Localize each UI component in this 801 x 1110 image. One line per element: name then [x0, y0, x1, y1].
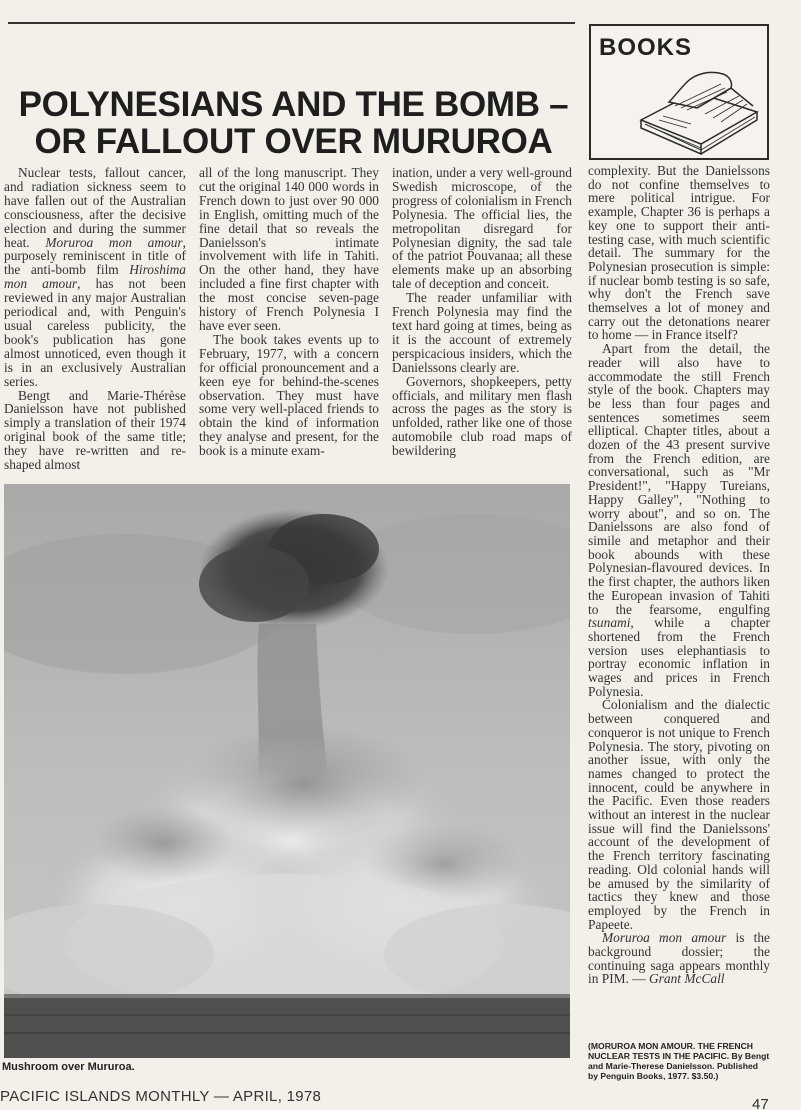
article-paragraph: Bengt and Marie-Thérèse Danielsson have not published simply a translation of their 1974 original book of the same title; they have re-written and re-shaped almost: [4, 387, 186, 473]
publication-footer: PACIFIC ISLANDS MONTHLY — APRIL, 1978: [0, 1088, 322, 1105]
article-column-3: [392, 166, 572, 458]
author-byline: Grant McCall: [649, 971, 725, 987]
headline-line-2: OR FALLOUT OVER MURUROA: [34, 122, 553, 161]
article-paragraph: The reader unfamiliar with French Polynesia may find the text hard going at times, being as it is the account of extremely perspicacious insiders, which the Danielssons clearly are.: [392, 290, 572, 375]
top-rule: [8, 22, 575, 24]
article-column-2: [199, 166, 379, 458]
headline-line-1: POLYNESIANS AND THE BOMB –: [18, 85, 569, 124]
article-paragraph: Nuclear tests, fallout cancer, and radiation sickness seem to have fallen out of the Australian consciousness, after the decisive election and during the summer heat. Moruroa mon amour, purposely reminiscent in title of the anti-bomb film Hiroshima mon amour, has not been reviewed in any major Australian periodical and, with Penguin's usual careless publicity, the book's publication has gone almost unnoticed, even though it is in an exclusively Australian series.: [4, 165, 187, 389]
article-column-4: [588, 164, 770, 986]
book-title: Moruroa mon amour: [45, 234, 183, 250]
article-paragraph: Moruroa mon amour is the background dossier; the continuing saga appears monthly in PIM. — Grant McCall: [588, 930, 770, 987]
article-paragraph: ination, under a very well-ground Swedish microscope, of the progress of colonialism in French Polynesia. The official lies, the metropolitan disregard for Polynesian dignity, the sad tale of the patriot Pouvanaa; all these elements make up an absorbing tale of deception and conceit.: [392, 165, 572, 292]
bibliography-note: (MORUROA MON AMOUR. THE FRENCH NUCLEAR TESTS IN THE PACIFIC. By Bengt and Marie-Therese Danielsson. Published by Penguin Books, 1977. $3.50.): [588, 1041, 770, 1081]
mushroom-cloud-image: [4, 484, 570, 1058]
book-title: Moruroa mon amour: [602, 930, 727, 946]
film-title: Hiroshima mon amour: [4, 262, 186, 292]
open-book-icon: [635, 62, 763, 158]
article-paragraph: complexity. But the Danielssons do not confine themselves to mere political intrigue. For example, Chapter 36 is perhaps a key one to support their anti-testing case, with much scientific detail. The summary for the Polynesian prosecution is simple: if nuclear bomb testing is so safe, why don't the French save themselves a lot of money and carry out the detonations nearer to home — in France itself?: [588, 163, 770, 343]
section-label: BOOKS: [599, 34, 693, 61]
article-paragraph: Apart from the detail, the reader will also have to accommodate the still French style of the book. Chapters may be less than four pages and sentences sometimes seem elliptical. Chapter titles, about a dozen of the 43 present survive from the French edition, are conversational, such as "Mr President!", "Happy Tureians, Happy Galley", "Nothing to worry about", and so on. The Danielssons are also fond of simile and metaphor and their book abounds with these Polynesian-flavoured devices. In the first chapter, the authors liken the European invasion of Tahiti to the fearsome, engulfing tsunami, while a chapter shortened from the French version uses elephantiasis to portray economic inflation in wages and prices in French Polynesia.: [588, 341, 770, 699]
article-paragraph: Colonialism and the dialectic between conquered and conqueror is not unique to French Polynesia. The story, pivoting on another issue, with only the names changed to protect the innocent, could be anywhere in the Pacific. Even those readers without an interest in the nuclear issue will find the Danielssons' account of the development of the French territory fascinating reading. Old colonial hands will be amused by the similarity of tactics they knew and those employed by the French in Papeete.: [588, 697, 770, 932]
article-column-1: [4, 166, 186, 472]
mushroom-cloud-photo: [4, 484, 570, 1058]
article-paragraph: Governors, shopkeepers, petty officials, and military men flash across the pages as the story is unfolded, rather like one of those automobile club road maps of bewildering: [392, 373, 572, 459]
photo-caption: Mushroom over Mururoa.: [2, 1061, 135, 1073]
emphasis: tsunami: [588, 615, 631, 631]
article-paragraph: The book takes events up to February, 1977, with a concern for official pronouncement and a keen eye for behind-the-scenes observation. They must have some very well-placed friends to obtain the kind of information they analyse and present, for the book is a minute exam-: [199, 331, 379, 459]
page-number: 47: [752, 1096, 769, 1110]
article-paragraph: all of the long manuscript. They cut the original 140 000 words in French down to just over 90 000 in English, omitting much of the fine detail that so reveals the Danielsson's intimate involvement with life in Tahiti. On the other hand, they have included a fine first chapter with the most concise seven-page history of French Polynesia I have ever seen.: [199, 165, 379, 333]
books-section-box: [589, 24, 769, 160]
headline: [6, 86, 581, 160]
